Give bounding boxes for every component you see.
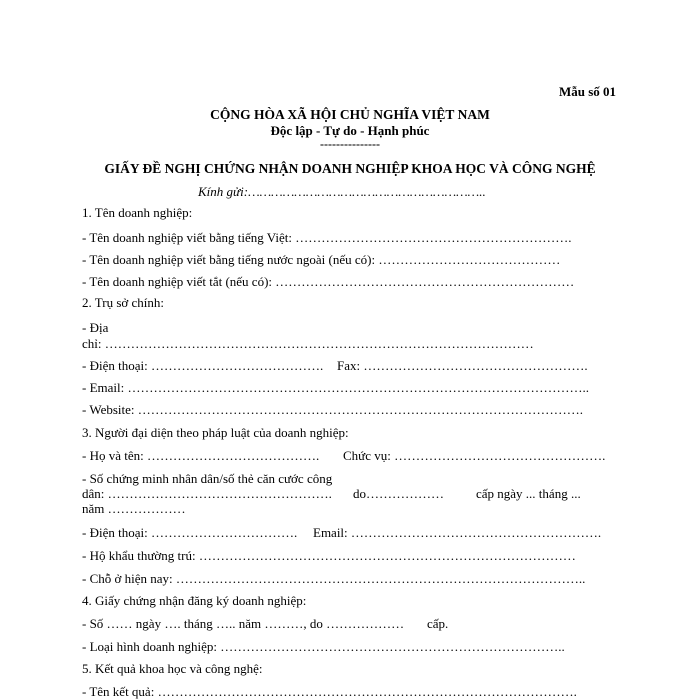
country-name: CỘNG HÒA XÃ HỘI CHỦ NGHĨA VIỆT NAM bbox=[210, 107, 490, 122]
section2-heading: 2. Trụ sở chính: bbox=[82, 295, 165, 310]
registration-number: - Số …… ngày …. tháng ….. năm ………, do ……………… bbox=[82, 616, 405, 631]
company-name-short: - Tên doanh nghiệp viết tắt (nếu có): …………………………………………………………… bbox=[82, 274, 575, 289]
hq-email: - Email: …………………………………………………………………………………………….. bbox=[82, 380, 589, 395]
section4-heading: 4. Giấy chứng nhận đăng ký doanh nghiệp: bbox=[82, 593, 307, 608]
id-number-label: - Số chứng minh nhân dân/số thẻ căn cước công bbox=[82, 471, 333, 486]
company-name-vi: - Tên doanh nghiệp viết bằng tiếng Việt: ………………………………………………………. bbox=[82, 230, 572, 245]
current-address: - Chỗ ở hiện nay: ………………………………………………………………………………….. bbox=[82, 571, 586, 586]
recipient-line: Kính gửi:…………………………………………………….. bbox=[198, 184, 486, 199]
address-label: - Địa bbox=[82, 320, 109, 335]
address-line: chỉ: ……………………………………………………………………………………… bbox=[82, 336, 534, 351]
business-type: - Loại hình doanh nghiệp: …………………………………………………………………….. bbox=[82, 639, 565, 654]
permanent-residence: - Hộ khẩu thường trú: …………………………………………………………………………… bbox=[82, 548, 576, 563]
id-issue-date: cấp ngày ... tháng ... bbox=[476, 486, 581, 501]
id-issuer: do……………… bbox=[353, 486, 444, 501]
hq-phone: - Điện thoại: …………………………………. bbox=[82, 358, 324, 373]
hq-fax: Fax: ……………………………………………. bbox=[337, 358, 588, 373]
registration-issued: cấp. bbox=[427, 616, 449, 631]
company-name-foreign: - Tên doanh nghiệp viết bằng tiếng nước ngoài (nếu có): …………………………………… bbox=[82, 252, 561, 267]
representative-phone: - Điện thoại: ……………………………. bbox=[82, 525, 298, 540]
section1-heading: 1. Tên doanh nghiệp: bbox=[82, 205, 193, 220]
document-title: GIẤY ĐỀ NGHỊ CHỨNG NHẬN DOANH NGHIỆP KHOA HỌC VÀ CÔNG NGHỆ bbox=[104, 161, 596, 176]
representative-name: - Họ và tên: …………………………………. bbox=[82, 448, 320, 463]
section3-heading: 3. Người đại diện theo pháp luật của doanh nghiệp: bbox=[82, 425, 349, 440]
hq-website: - Website: …………………………………………………………………………………………. bbox=[82, 402, 584, 417]
representative-email: Email: …………………………………………………. bbox=[313, 525, 602, 540]
header-divider: --------------- bbox=[320, 137, 380, 151]
representative-position: Chức vụ: …………………………………………. bbox=[343, 448, 606, 463]
result-name: - Tên kết quả: ……………………………………………………………………………………. bbox=[82, 684, 577, 699]
id-number-line: dân: ……………………………………………. bbox=[82, 486, 332, 501]
form-code: Mẫu số 01 bbox=[558, 84, 616, 99]
section5-heading: 5. Kết quả khoa học và công nghệ: bbox=[82, 661, 263, 676]
motto: Độc lập - Tự do - Hạnh phúc bbox=[270, 123, 430, 138]
id-issue-year: năm ……………… bbox=[82, 501, 186, 516]
